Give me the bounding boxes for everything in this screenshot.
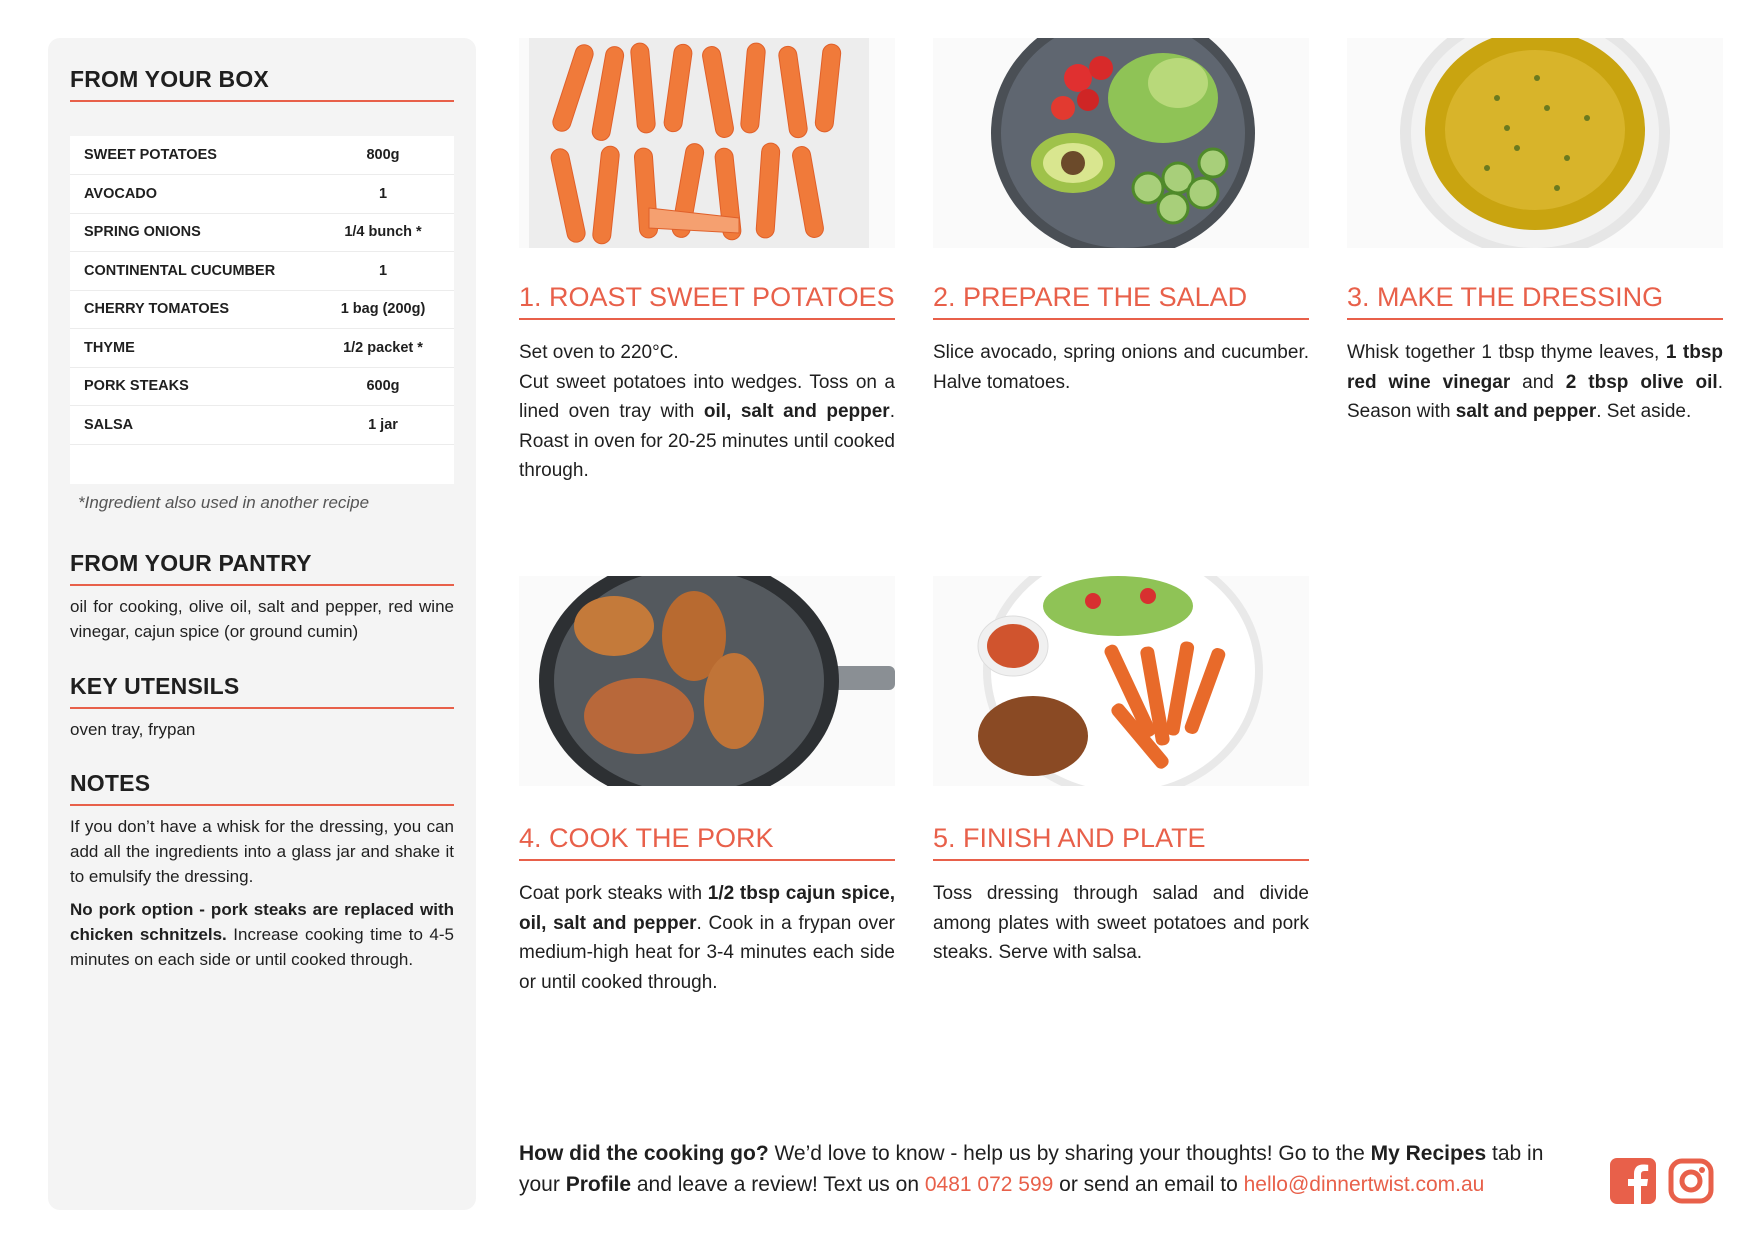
ingredient-name: CONTINENTAL CUCUMBER — [84, 262, 276, 279]
ingredient-name: PORK STEAKS — [84, 378, 189, 395]
step-2-body — [933, 338, 1309, 397]
ingredient-row — [70, 213, 454, 252]
ingredient-name: THYME — [84, 339, 135, 356]
step-5-body — [933, 879, 1309, 968]
instagram-icon[interactable] — [1668, 1158, 1714, 1204]
step-text: Coat pork steaks with — [519, 883, 708, 904]
ingredient-row — [70, 329, 454, 368]
ingredient-row-empty — [70, 444, 454, 484]
notes-text: If you don’t have a whisk for the dressing, you can add all the ingredients into a glass jar and shake it to emulsify the dressing. — [70, 817, 454, 886]
facebook-icon[interactable] — [1610, 1158, 1656, 1204]
pork-in-frypan-photo — [519, 576, 895, 786]
email-link[interactable]: hello@dinnertwist.com.au — [1243, 1173, 1485, 1196]
pantry-text: oil for cooking, olive oil, salt and pepper, red wine vinegar, cajun spice (or ground cumin) — [70, 597, 454, 641]
ingredient-quantity: 800g — [366, 147, 400, 163]
step-text: Whisk together 1 tbsp thyme leaves, — [1347, 342, 1666, 363]
my-recipes-link[interactable]: My Recipes — [1370, 1142, 1487, 1165]
ingredient-name: SPRING ONIONS — [84, 224, 201, 241]
ingredient-note: *Ingredient also used in another recipe — [78, 493, 370, 512]
feedback-footer — [519, 1138, 1579, 1200]
phone-number-link[interactable]: 0481 072 599 — [924, 1173, 1054, 1196]
step-highlight: salt and pepper — [1455, 401, 1597, 422]
step-5-title: 5. FINISH AND PLATE — [933, 823, 1309, 861]
step-text: . Set aside. — [1596, 401, 1692, 422]
step-text: Slice avocado, spring onions and cucumber. Halve tomatoes. — [933, 342, 1309, 393]
step-highlight: 1/2 tbsp cajun spice, oil, salt and pepper — [519, 883, 895, 934]
footer-text-2: tab in your — [519, 1142, 1544, 1196]
ingredient-row — [70, 290, 454, 329]
ingredient-row — [70, 136, 454, 175]
step-text: Toss dressing through salad and divide among plates with sweet potatoes and pork steaks. Serve with salsa. — [933, 883, 1309, 963]
footer-text-3: and leave a review! Text us on — [631, 1173, 925, 1196]
plated-meal-photo — [933, 576, 1309, 786]
ingredient-quantity: 1/4 bunch * — [344, 224, 422, 241]
ingredient-name: SALSA — [84, 416, 134, 433]
feedback-question: How did the cooking go? — [519, 1142, 769, 1165]
notes-alt-rest: Increase cooking time to 4-5 minutes on each side or until cooked through. — [70, 925, 454, 969]
step-4-title: 4. COOK THE PORK — [519, 823, 895, 861]
dressing-bowl-photo — [1347, 38, 1723, 248]
step-text: Cut sweet potatoes into wedges. Toss on a lined oven tray with — [519, 371, 895, 422]
step-highlight: 2 tbsp olive oil — [1565, 371, 1718, 393]
step-text: . Cook in a frypan over medium-high heat for 3-4 minutes each side or until cooked through. — [519, 912, 895, 993]
ingredient-quantity: 1 — [378, 185, 388, 202]
step-4-body — [519, 879, 895, 997]
ingredient-row — [70, 252, 454, 291]
step-text: . Roast in oven for 20-25 minutes until cooked through. — [519, 401, 895, 481]
step-1-title: 1. ROAST SWEET POTATOES — [519, 282, 895, 320]
key-utensils-heading: KEY UTENSILS — [70, 673, 454, 709]
ingredient-quantity: 1 jar — [368, 416, 398, 433]
ingredients-sidebar — [48, 38, 476, 1210]
step-2-title: 2. PREPARE THE SALAD — [933, 282, 1309, 320]
ingredient-quantity: 1 — [378, 262, 388, 279]
step-text: . Season with — [1347, 371, 1723, 422]
from-your-pantry-heading: FROM YOUR PANTRY — [70, 550, 454, 586]
ingredients-table — [70, 136, 454, 484]
ingredient-quantity: 600g — [366, 378, 400, 395]
ingredient-name: CHERRY TOMATOES — [84, 301, 230, 318]
from-your-box-heading: FROM YOUR BOX — [70, 66, 454, 102]
ingredient-quantity: 1 bag (200g) — [340, 301, 426, 318]
profile-link[interactable]: Profile — [565, 1173, 632, 1196]
notes-alt-bold: No pork option - pork steaks are replaced with chicken schnitzels. — [70, 900, 454, 944]
sweet-potato-wedges-photo — [519, 38, 895, 248]
step-1-body — [519, 338, 895, 486]
salad-bowl-photo — [933, 38, 1309, 248]
step-3-title: 3. MAKE THE DRESSING — [1347, 282, 1723, 320]
ingredient-quantity: 1/2 packet * — [343, 339, 423, 356]
utensils-text: oven tray, frypan — [70, 720, 196, 739]
notes-alt-option — [70, 897, 454, 972]
notes-heading: NOTES — [70, 770, 454, 806]
footer-text-4: or send an email to — [1053, 1173, 1244, 1196]
ingredient-name: AVOCADO — [84, 185, 158, 202]
step-text: and — [1510, 371, 1566, 393]
step-highlight: oil, salt and pepper — [703, 401, 890, 422]
ingredient-row — [70, 175, 454, 214]
ingredient-row — [70, 367, 454, 406]
step-3-body — [1347, 338, 1723, 427]
step-text: Set oven to 220°C. — [519, 342, 679, 363]
footer-text-1: We’d love to know - help us by sharing your thoughts! Go to the — [768, 1142, 1371, 1165]
ingredient-row — [70, 406, 454, 445]
step-highlight: 1 tbsp red wine vinegar — [1347, 342, 1723, 393]
ingredient-name: SWEET POTATOES — [84, 147, 217, 163]
